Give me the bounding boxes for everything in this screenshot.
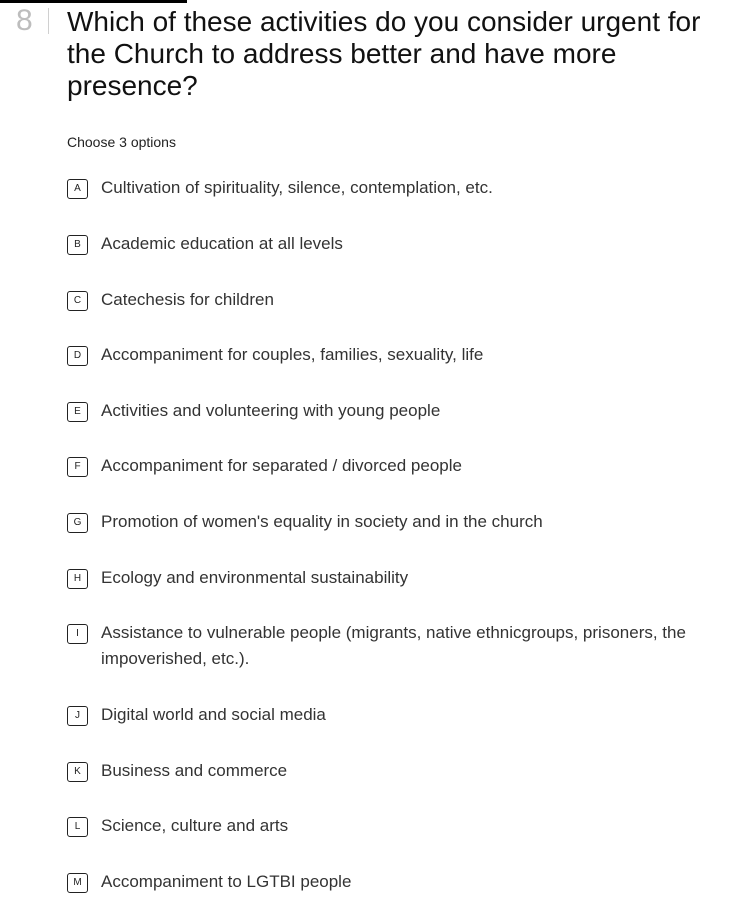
question-title: Which of these activities do you consider urgent for the Church to address better and have more presence? xyxy=(67,6,701,101)
option-key: K xyxy=(67,762,88,782)
option-label: Cultivation of spirituality, silence, contemplation, etc. xyxy=(101,178,493,197)
option-label: Science, culture and arts xyxy=(101,816,289,835)
option-e[interactable] xyxy=(67,401,711,424)
question-number-divider xyxy=(48,8,49,34)
option-key: H xyxy=(67,569,88,589)
option-i[interactable] xyxy=(67,623,711,672)
option-label: Academic education at all levels xyxy=(101,234,343,253)
option-key: G xyxy=(67,513,88,533)
option-label: Digital world and social media xyxy=(101,705,326,724)
option-label: Accompaniment for separated / divorced people xyxy=(101,456,462,475)
question-number: 8 xyxy=(16,4,33,37)
progress-fill xyxy=(0,0,187,3)
option-f[interactable] xyxy=(67,456,711,479)
option-key: I xyxy=(67,624,88,644)
option-key: M xyxy=(67,873,88,893)
option-label: Accompaniment for couples, families, sexuality, life xyxy=(101,345,484,364)
option-key: A xyxy=(67,179,88,199)
option-j[interactable] xyxy=(67,705,711,728)
option-a[interactable] xyxy=(67,178,711,201)
option-b[interactable] xyxy=(67,234,711,257)
option-m[interactable] xyxy=(67,872,711,895)
option-g[interactable] xyxy=(67,512,711,535)
option-key: C xyxy=(67,291,88,311)
option-key: B xyxy=(67,235,88,255)
option-label: Business and commerce xyxy=(101,761,288,780)
question-instruction: Choose 3 options xyxy=(67,134,176,150)
option-c[interactable] xyxy=(67,290,711,313)
option-key: J xyxy=(67,706,88,726)
option-k[interactable] xyxy=(67,761,711,784)
option-key: L xyxy=(67,817,88,837)
option-h[interactable] xyxy=(67,568,711,591)
option-label: Accompaniment to LGTBI people xyxy=(101,872,352,891)
option-label: Ecology and environmental sustainability xyxy=(101,568,409,587)
option-key: E xyxy=(67,402,88,422)
option-key: F xyxy=(67,457,88,477)
option-d[interactable] xyxy=(67,345,711,368)
option-label: Activities and volunteering with young people xyxy=(101,401,441,420)
option-label: Promotion of women's equality in society and in the church xyxy=(101,512,543,531)
progress-bar xyxy=(0,0,747,3)
option-l[interactable] xyxy=(67,816,711,839)
option-label: Catechesis for children xyxy=(101,290,274,309)
option-label: Assistance to vulnerable people (migrants, native ethnicgroups, prisoners, the impoverished, etc.). xyxy=(101,623,686,668)
option-key: D xyxy=(67,346,88,366)
